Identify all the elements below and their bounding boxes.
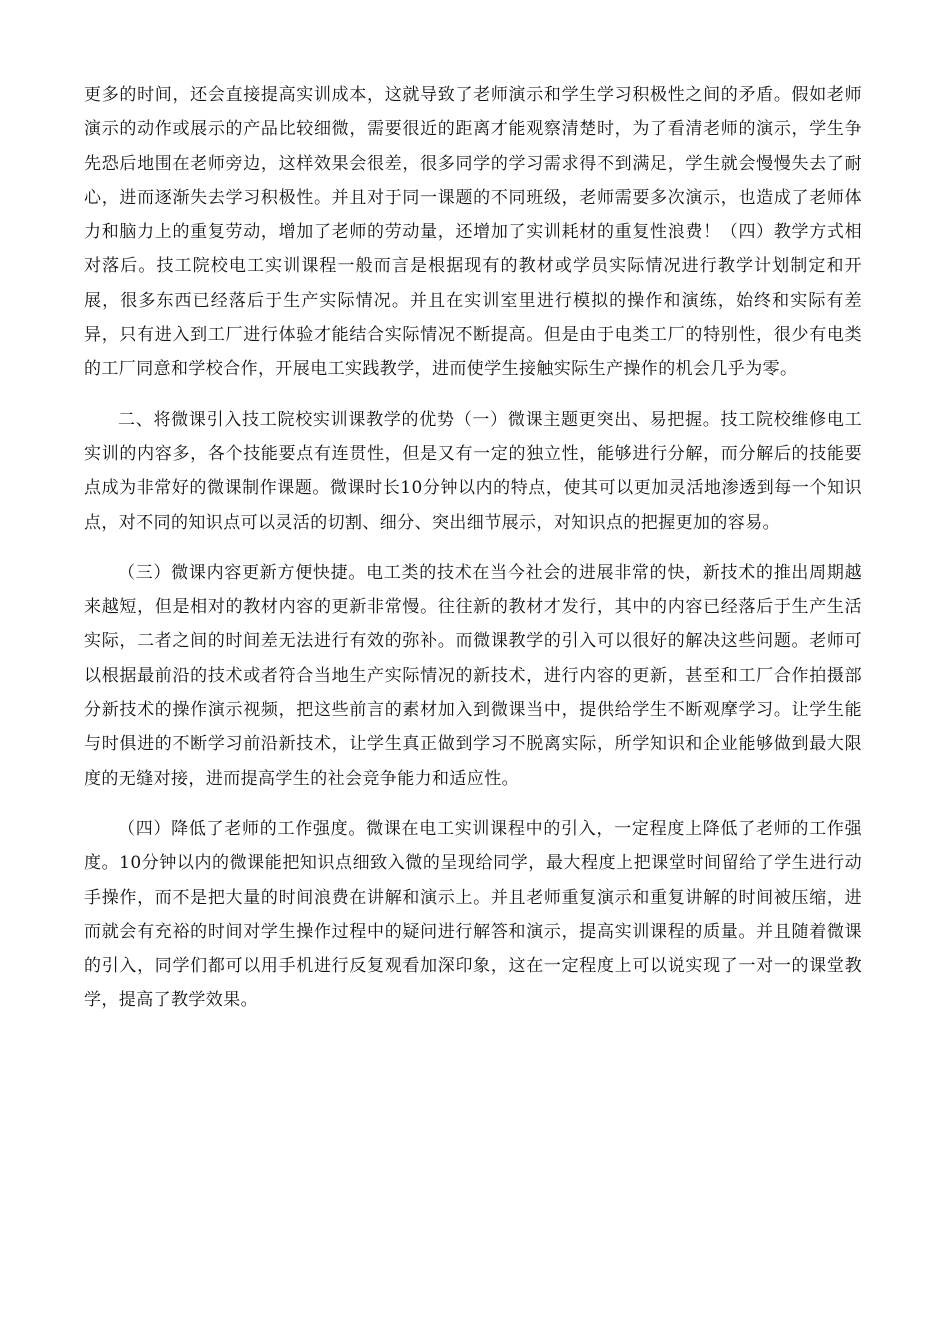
paragraph-point-four: （四）降低了老师的工作强度。微课在电工实训课程中的引入，一定程度上降低了老师的工作强度。10分钟以内的微课能把知识点细致入微的呈现给同学，最大程度上把课堂时间留给了学生进行动手操作，而不是把大量的时间浪费在讲解和演示上。并且老师重复演示和重复讲解的时间被压缩，进而就会有充裕的时间对学生操作过程中的疑问进行解答和演示，提高实训课程的质量。并且随着微课的引入，同学们都可以用手机进行反复观看加深印象，这在一定程度上可以说实现了一对一的课堂教学，提高了教学效果。 xyxy=(84,818,862,1011)
document-page xyxy=(84,78,862,1018)
paragraph-continuation: 更多的时间，还会直接提高实训成本，这就导致了老师演示和学生学习积极性之间的矛盾。假如老师演示的动作或展示的产品比较细微，需要很近的距离才能观察清楚时，为了看清老师的演示，学生争先恐后地围在老师旁边，这样效果会很差，很多同学的学习需求得不到满足，学生就会慢慢失去了耐心，进而逐渐失去学习积极性。并且对于同一课题的不同班级，老师需要多次演示，也造成了老师体力和脑力上的重复劳动，增加了老师的劳动量，还增加了实训耗材的重复性浪费！（四）教学方式相对落后。技工院校电工实训课程一般而言是根据现有的教材或学员实际情况进行教学计划制定和开展，很多东西已经落后于生产实际情况。并且在实训室里进行模拟的操作和演练，始终和实际有差异，只有进入到工厂进行体验才能结合实际情况不断提高。但是由于电类工厂的特别性，很少有电类的工厂同意和学校合作，开展电工实践教学，进而使学生接触实际生产操作的机会几乎为零。 xyxy=(84,85,862,380)
paragraph-point-three: （三）微课内容更新方便快捷。电工类的技术在当今社会的进展非常的快，新技术的推出周期越来越短，但是相对的教材内容的更新非常慢。往往新的教材才发行，其中的内容已经落后于生产生活实际，二者之间的时间差无法进行有效的弥补。而微课教学的引入可以很好的解决这些问题。老师可以根据最前沿的技术或者符合当地生产实际情况的新技术，进行内容的更新，甚至和工厂合作拍摄部分新技术的操作演示视频，把这些前言的素材加入到微课当中，提供给学生不断观摩学习。让学生能与时俱进的不断学习前沿新技术，让学生真正做到学习不脱离实际，所学知识和企业能够做到最大限度的无缝对接，进而提高学生的社会竞争能力和适应性。 xyxy=(84,562,862,789)
paragraph-section-two: 二、将微课引入技工院校实训课教学的优势（一）微课主题更突出、易把握。技工院校维修电工实训的内容多，各个技能要点有连贯性，但是又有一定的独立性，能够进行分解，而分解后的技能要点成为非常好的微课制作课题。微课时长10分钟以内的特点，使其可以更加灵活地渗透到每一个知识点，对不同的知识点可以灵活的切割、细分、突出细节展示，对知识点的把握更加的容易。 xyxy=(84,409,862,533)
